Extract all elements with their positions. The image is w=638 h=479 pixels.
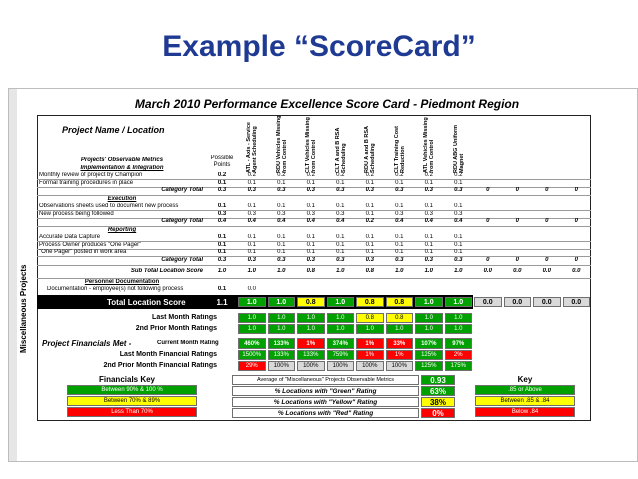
- category-total-value-0: 0.3: [247, 256, 256, 263]
- last-month-value-6: 1.0: [415, 313, 443, 323]
- category-total-points: 0.3: [217, 187, 227, 193]
- metric-value-3: 0.1: [336, 241, 345, 248]
- financials-sub: Current Month Rating: [157, 339, 219, 346]
- subtotal-value-5: 1.0: [395, 267, 404, 274]
- summary-red-text: % Locations with "Red" Rating: [232, 408, 419, 418]
- personnel-value-0: 0.0: [247, 285, 256, 292]
- metric-value-3: 0.1: [336, 179, 345, 186]
- metric-value-6: 0.1: [424, 249, 433, 255]
- financials-value-6: 107%: [415, 338, 443, 349]
- metric-points: 0.1: [217, 241, 227, 248]
- category-total-value-6: 0.4: [424, 218, 433, 224]
- last-month-value-1: 1.0: [268, 313, 296, 323]
- category-total-value-0: 0.3: [247, 187, 256, 193]
- misc-projects-label: Miscellaneous Projects: [19, 264, 28, 354]
- metric-value-5: 0.1: [395, 249, 404, 255]
- summary-green-value: 63%: [421, 386, 455, 396]
- prior-month-value-7: 1.0: [445, 324, 473, 334]
- metric-value-4: 0.1: [365, 203, 374, 209]
- metric-value-4: 0.2: [365, 172, 374, 178]
- row-divider: [37, 265, 591, 266]
- metric-label: Process Owner produces "One Pager": [39, 241, 142, 248]
- metrics-header: Projects' Observable Metrics: [80, 157, 164, 163]
- category-total-value-11: 0: [574, 256, 578, 263]
- category-total-value-9: 0: [515, 256, 519, 263]
- metric-value-3: 0.2: [336, 172, 345, 178]
- category-total-value-8: 0: [486, 218, 490, 224]
- total-location-value-9: 0.0: [504, 297, 532, 307]
- metric-value-2: 0.2: [306, 172, 315, 178]
- category-total-value-10: 0: [545, 256, 549, 263]
- category-total-label: Category Total: [161, 218, 203, 224]
- last-fin-value-3: 759%: [327, 350, 355, 360]
- last-fin-value-7: 2%: [445, 350, 473, 360]
- summary-yellow-value: 38%: [421, 397, 455, 407]
- column-header-3: CLT A and B RSA Scheduling: [334, 127, 347, 173]
- category-total-value-1: 0.3: [277, 187, 286, 193]
- category-total-label: Category Total: [161, 187, 203, 193]
- metric-value-4: 0.1: [365, 179, 374, 186]
- scorecard-sheet: [8, 88, 638, 462]
- personnel-title: Personnel Documentation: [84, 278, 160, 285]
- summary-red-value: 0%: [421, 408, 455, 418]
- prior-fin-value-6: 125%: [415, 361, 443, 371]
- last-month-value-5: 0.8: [386, 313, 414, 323]
- subtotal-value-11: 0.0: [572, 267, 581, 274]
- last-fin-value-4: 1%: [356, 350, 384, 360]
- category-total-value-4: 0.2: [365, 218, 374, 224]
- last-month-label: Last Month Ratings: [152, 313, 217, 321]
- metric-value-2: 0.1: [306, 234, 315, 240]
- total-location-value-10: 0.0: [533, 297, 561, 307]
- summary-avg: 0.93: [421, 375, 455, 385]
- total-location-value-1: 1.0: [268, 297, 296, 307]
- metric-value-2: 0.3: [306, 210, 315, 217]
- total-location-value-6: 1.0: [415, 297, 443, 307]
- metric-points: 0.3: [217, 210, 227, 217]
- subtotal-value-3: 1.0: [336, 267, 345, 274]
- metric-value-1: 0.3: [277, 210, 286, 217]
- category-total-value-3: 0.3: [336, 256, 345, 263]
- metric-value-6: 0.3: [424, 210, 433, 217]
- fin-key-title: Financials Key: [98, 374, 156, 384]
- total-location-value-2: 0.8: [297, 297, 325, 307]
- metric-value-7: 0.2: [454, 172, 463, 178]
- metric-value-7: 0.1: [454, 203, 463, 209]
- category-total-value-5: 0.4: [395, 218, 404, 224]
- category-total-value-10: 0: [545, 187, 549, 193]
- metric-value-3: 0.1: [336, 234, 345, 240]
- metric-value-5: 0.1: [395, 241, 404, 248]
- metric-points: 0.1: [217, 249, 227, 255]
- financials-label: Project Financials Met -: [42, 338, 132, 348]
- prior-month-value-5: 1.0: [386, 324, 414, 334]
- category-total-value-4: 0.3: [365, 256, 374, 263]
- category-total-value-6: 0.3: [424, 187, 433, 193]
- metric-value-6: 0.1: [424, 179, 433, 186]
- category-total-value-7: 0.3: [454, 187, 463, 193]
- metric-value-1: 0.1: [277, 241, 286, 248]
- metric-value-0: 0.1: [247, 234, 256, 240]
- total-location-label: Total Location Score: [107, 297, 186, 307]
- financials-value-7: 97%: [445, 338, 473, 349]
- key-yellow: Between .85 & .84: [475, 396, 575, 406]
- key-title: Key: [517, 374, 533, 384]
- metric-label: New process being followed: [39, 210, 114, 217]
- total-location-value-5: 0.8: [386, 297, 414, 307]
- category-total-value-11: 0: [574, 187, 578, 193]
- metric-value-2: 0.1: [306, 241, 315, 248]
- total-location-points: 1.1: [216, 297, 228, 307]
- prior-fin-label: 2nd Prior Month Financial Ratings: [103, 361, 217, 369]
- subtotal-value-8: 0.0: [483, 267, 492, 274]
- scorecard-inner: [17, 89, 637, 461]
- section-title-0: Implementation & Integration: [80, 165, 164, 171]
- subtotal-points: 1.0: [217, 267, 227, 274]
- slide-title: Example “ScoreCard”: [162, 30, 476, 63]
- last-fin-value-5: 1%: [386, 350, 414, 360]
- metric-value-7: 0.1: [454, 179, 463, 186]
- total-location-value-11: 0.0: [563, 297, 591, 307]
- metric-value-0: 0.1: [247, 203, 256, 209]
- subtotal-value-7: 1.0: [454, 267, 463, 274]
- total-location-value-4: 0.8: [356, 297, 384, 307]
- metric-value-3: 0.3: [336, 210, 345, 217]
- metric-value-4: 0.1: [365, 241, 374, 248]
- category-total-value-9: 0: [515, 218, 519, 224]
- category-total-value-1: 0.4: [277, 218, 286, 224]
- section-title-2: Reporting: [107, 227, 137, 233]
- metric-value-7: 0.3: [454, 210, 463, 217]
- prior-month-value-4: 1.0: [356, 324, 384, 334]
- financials-value-1: 133%: [268, 338, 296, 349]
- subtotal-value-0: 1.0: [247, 267, 256, 274]
- project-header: Project Name / Location: [62, 125, 165, 135]
- prior-fin-value-7: 175%: [445, 361, 473, 371]
- category-total-value-7: 0.4: [454, 218, 463, 224]
- metric-points: 0.1: [217, 234, 227, 240]
- financials-value-4: 1%: [356, 338, 384, 349]
- metric-value-4: 0.1: [365, 249, 374, 255]
- category-total-value-8: 0: [486, 256, 490, 263]
- metric-value-2: 0.1: [306, 249, 315, 255]
- category-total-value-6: 0.3: [424, 256, 433, 263]
- category-total-value-8: 0: [486, 187, 490, 193]
- last-fin-label: Last Month Financial Ratings: [119, 350, 217, 358]
- prior-fin-value-4: 100%: [356, 361, 384, 371]
- subtotal-value-2: 0.8: [306, 267, 315, 274]
- total-location-value-7: 1.0: [445, 297, 473, 307]
- subtotal-value-9: 0.0: [513, 267, 522, 274]
- prior-fin-value-5: 100%: [386, 361, 414, 371]
- possible-points-header: Possible Points: [210, 155, 234, 168]
- prior-month-value-3: 1.0: [327, 324, 355, 334]
- financials-value-2: 1%: [297, 338, 325, 349]
- personnel-points: 0.1: [217, 285, 227, 292]
- metric-label: Observations sheets used to document new process: [39, 203, 179, 209]
- subtotal-value-6: 1.0: [424, 267, 433, 274]
- metric-value-3: 0.1: [336, 249, 345, 255]
- metric-value-1: 0.1: [277, 179, 286, 186]
- last-fin-value-2: 133%: [297, 350, 325, 360]
- financials-value-0: 460%: [238, 338, 266, 349]
- category-total-value-4: 0.3: [365, 187, 374, 193]
- metric-value-4: 0.1: [365, 234, 374, 240]
- last-month-value-2: 1.0: [297, 313, 325, 323]
- metric-value-1: 0.1: [277, 203, 286, 209]
- last-fin-value-1: 133%: [268, 350, 296, 360]
- category-total-value-9: 0: [515, 187, 519, 193]
- fin-key-yellow: Between 70% & 89%: [67, 396, 197, 406]
- metric-value-0: 0.1: [247, 179, 256, 186]
- metric-points: 0.1: [217, 203, 227, 209]
- prior-fin-value-0: 29%: [238, 361, 266, 371]
- prior-month-value-6: 1.0: [415, 324, 443, 334]
- subtotal-value-10: 0.0: [542, 267, 551, 274]
- metric-value-1: 0.2: [277, 172, 286, 178]
- key-red: Below .84: [475, 407, 575, 417]
- metric-value-5: 0.1: [395, 203, 404, 209]
- column-header-1: RDU Vehicles Missing from Control: [275, 115, 288, 173]
- category-total-value-7: 0.3: [454, 256, 463, 263]
- metric-value-4: 0.1: [365, 210, 374, 217]
- category-total-value-5: 0.3: [395, 256, 404, 263]
- metric-label: Monthly review of project by Champion: [39, 172, 143, 178]
- fin-key-red: Less Than 70%: [67, 407, 197, 417]
- category-total-value-2: 0.3: [306, 256, 315, 263]
- column-header-5: CLT Training Cost Reduction: [393, 126, 406, 173]
- total-location-value-3: 1.0: [327, 297, 355, 307]
- metric-value-7: 0.1: [454, 241, 463, 248]
- metric-value-7: 0.1: [454, 234, 463, 240]
- column-header-4: RDU A and B RSA Scheduling: [364, 126, 376, 173]
- metric-value-6: 0.1: [424, 234, 433, 240]
- fin-key-green: Between 90% & 100 %: [67, 385, 197, 395]
- prior-month-value-1: 1.0: [268, 324, 296, 334]
- column-header-7: RDU ABG Uniform Magnet: [452, 124, 465, 173]
- metric-value-5: 0.1: [395, 179, 404, 186]
- total-location-value-8: 0.0: [474, 297, 502, 307]
- prior-month-label: 2nd Prior Month Ratings: [135, 324, 217, 332]
- prior-fin-value-1: 100%: [268, 361, 296, 371]
- metric-value-2: 0.1: [306, 179, 315, 186]
- financials-value-3: 374%: [327, 338, 355, 349]
- category-total-value-5: 0.3: [395, 187, 404, 193]
- financials-value-5: 33%: [386, 338, 414, 349]
- category-total-value-0: 0.4: [247, 218, 256, 224]
- summary-green-text: % Locations with "Green" Rating: [232, 386, 419, 396]
- metric-label: Formal training procedures in place: [39, 179, 134, 186]
- metric-value-5: 0.3: [395, 210, 404, 217]
- column-header-0: ATL - Axis - Service Agent Scheduling: [246, 122, 258, 173]
- category-total-points: 0.4: [217, 218, 227, 224]
- last-month-value-0: 1.0: [238, 313, 266, 323]
- subtotal-label: Sub Total Location Score: [130, 267, 203, 274]
- metric-value-1: 0.1: [277, 234, 286, 240]
- subtotal-value-1: 1.0: [277, 267, 286, 274]
- metric-points: 0.2: [217, 172, 227, 178]
- category-total-value-2: 0.4: [306, 218, 315, 224]
- summary-yellow-text: % Locations with "Yellow" Rating: [232, 397, 419, 407]
- metric-label: Accurate Data Capture: [39, 234, 101, 240]
- prior-month-value-0: 1.0: [238, 324, 266, 334]
- metric-value-6: 0.1: [424, 203, 433, 209]
- category-total-value-2: 0.3: [306, 187, 315, 193]
- category-total-value-3: 0.3: [336, 187, 345, 193]
- last-month-value-7: 1.0: [445, 313, 473, 323]
- metric-points: 0.1: [217, 179, 227, 186]
- last-month-value-4: 0.8: [356, 313, 384, 323]
- metric-value-2: 0.1: [306, 203, 315, 209]
- last-fin-value-0: 1500%: [238, 350, 266, 360]
- column-header-6: ATL Vehicles Missing from Control: [423, 117, 435, 173]
- metric-value-3: 0.1: [336, 203, 345, 209]
- metric-value-0: 0.2: [247, 172, 256, 178]
- total-location-value-0: 1.0: [238, 297, 266, 307]
- category-total-value-11: 0: [574, 218, 578, 224]
- metric-value-5: 0.1: [395, 234, 404, 240]
- category-total-label: Category Total: [161, 256, 203, 263]
- metric-value-6: 0.1: [424, 241, 433, 248]
- key-green: .85 or Above: [475, 385, 575, 395]
- prior-fin-value-3: 100%: [327, 361, 355, 371]
- metric-value-5: 0.2: [395, 172, 404, 178]
- metric-value-0: 0.1: [247, 241, 256, 248]
- column-header-2: CLT Vehicles Missing from Control: [305, 117, 317, 173]
- metric-label: "One Pager" posted in work area: [39, 249, 127, 255]
- category-total-value-1: 0.3: [277, 256, 286, 263]
- prior-fin-value-2: 100%: [297, 361, 325, 371]
- scorecard-banner: March 2010 Performance Excellence Score Card - Piedmont Region: [134, 97, 520, 111]
- prior-month-value-2: 1.0: [297, 324, 325, 334]
- subtotal-value-4: 0.8: [365, 267, 374, 274]
- category-total-points: 0.3: [217, 256, 227, 263]
- metric-value-0: 0.3: [247, 210, 256, 217]
- personnel-label: Documentation - employee(s) not following process: [47, 285, 184, 292]
- metric-value-7: 0.1: [454, 249, 463, 255]
- last-month-value-3: 1.0: [327, 313, 355, 323]
- summary-avg-label: Average of "Miscellaneous" Projects Observable Metrics: [232, 375, 419, 385]
- metric-value-0: 0.1: [247, 249, 256, 255]
- section-title-1: Execution: [107, 196, 137, 202]
- metric-value-6: 0.2: [424, 172, 433, 178]
- category-total-value-10: 0: [545, 218, 549, 224]
- category-total-value-3: 0.4: [336, 218, 345, 224]
- last-fin-value-6: 125%: [415, 350, 443, 360]
- metric-value-1: 0.1: [277, 249, 286, 255]
